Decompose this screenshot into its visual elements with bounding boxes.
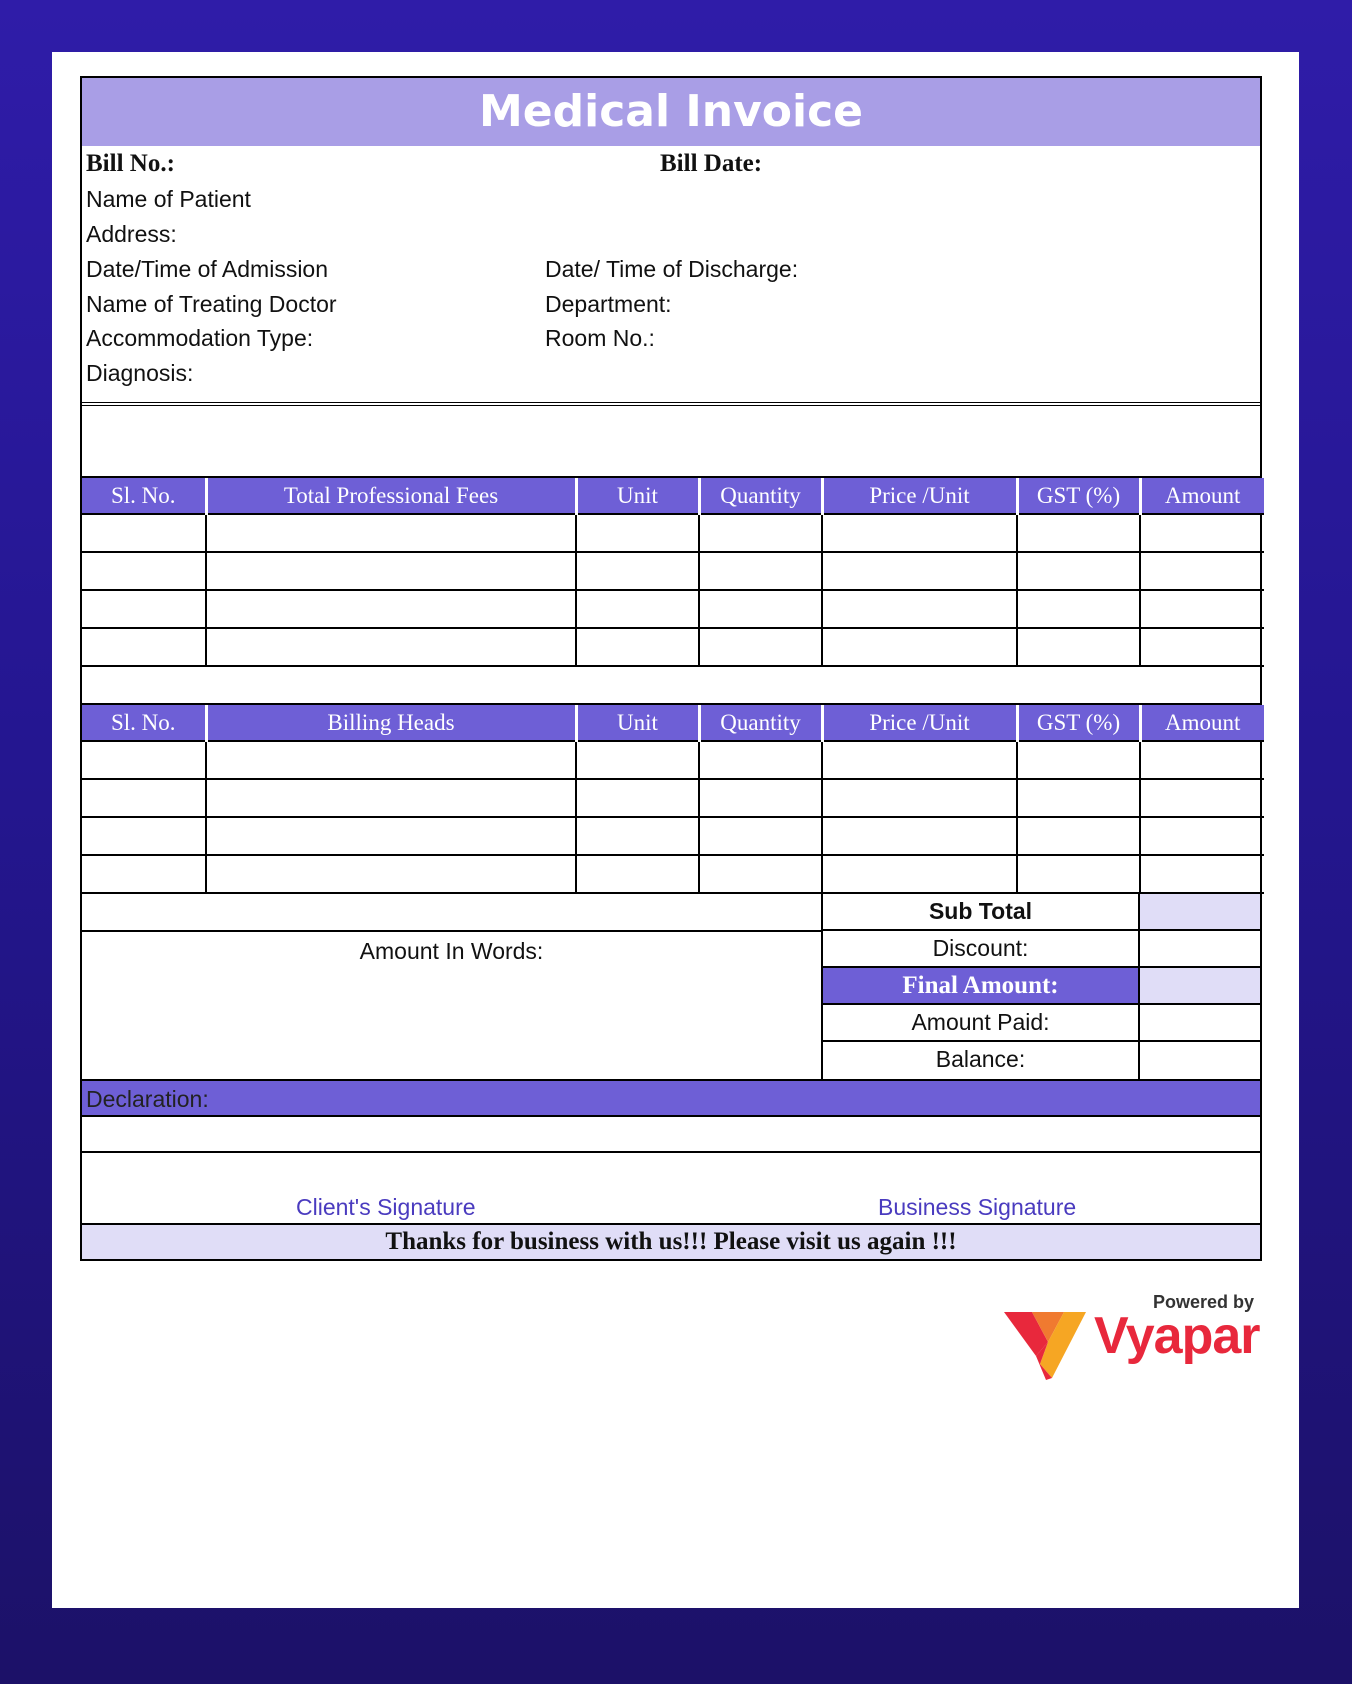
table-cell[interactable] (1017, 514, 1140, 552)
final-amount-value[interactable] (1140, 968, 1260, 1003)
discount-value[interactable] (1140, 931, 1260, 966)
billing-header-row (82, 705, 1264, 741)
client-signature-label: Client's Signature (296, 1194, 476, 1220)
totals-column (823, 894, 1260, 1079)
table-cell[interactable] (576, 817, 699, 855)
table-cell[interactable] (822, 590, 1017, 628)
table-cell[interactable] (1017, 855, 1140, 893)
table-cell[interactable] (206, 741, 576, 779)
fees-header-row (82, 478, 1264, 514)
col-header: Quantity (699, 705, 822, 741)
diagnosis-label: Diagnosis: (86, 360, 194, 386)
thanks-footer: Thanks for business with us!!! Please visit us again !!! (82, 1225, 1260, 1259)
table-cell[interactable] (822, 741, 1017, 779)
signature-row (82, 1153, 1260, 1225)
vyapar-logo (1002, 1292, 1272, 1382)
col-header: Sl. No. (82, 478, 206, 514)
sub-total-row (823, 894, 1260, 931)
amount-paid-value[interactable] (1140, 1005, 1260, 1040)
table-cell[interactable] (822, 628, 1017, 666)
table-cell[interactable] (699, 741, 822, 779)
balance-label: Balance: (823, 1042, 1140, 1079)
balance-value[interactable] (1140, 1042, 1260, 1079)
table-cell[interactable] (82, 817, 206, 855)
table-row (82, 817, 1264, 855)
table-row (82, 779, 1264, 817)
final-amount-row (823, 968, 1260, 1005)
col-header: Unit (576, 478, 699, 514)
amount-words-box (82, 894, 823, 1079)
address-label: Address: (86, 221, 177, 247)
table-cell[interactable] (699, 855, 822, 893)
table-row (82, 590, 1264, 628)
table-cell[interactable] (822, 779, 1017, 817)
amount-in-words-label: Amount In Words: (359, 938, 544, 964)
powered-by-label: Powered by (1152, 1292, 1254, 1312)
col-header: Total Professional Fees (206, 478, 576, 514)
table-cell[interactable] (699, 779, 822, 817)
col-header: Amount (1140, 705, 1264, 741)
table-cell[interactable] (206, 779, 576, 817)
col-header: Sl. No. (82, 705, 206, 741)
col-header: Price /Unit (822, 705, 1017, 741)
patient-info-section (82, 146, 1260, 406)
balance-row (823, 1042, 1260, 1079)
table-cell[interactable] (82, 514, 206, 552)
table-cell[interactable] (1017, 741, 1140, 779)
table-cell[interactable] (82, 855, 206, 893)
table-cell[interactable] (1017, 779, 1140, 817)
table-cell[interactable] (82, 628, 206, 666)
department-label: Department: (545, 291, 672, 317)
totals-section (82, 894, 1260, 1081)
table-cell[interactable] (1140, 628, 1264, 666)
col-header: Quantity (699, 478, 822, 514)
table-cell[interactable] (206, 817, 576, 855)
table-cell[interactable] (822, 855, 1017, 893)
table-cell[interactable] (82, 741, 206, 779)
table-cell[interactable] (1017, 628, 1140, 666)
table-row (82, 514, 1264, 552)
declaration-text-row[interactable] (82, 1117, 1260, 1153)
table-cell[interactable] (576, 855, 699, 893)
table-cell[interactable] (206, 628, 576, 666)
table-cell[interactable] (576, 514, 699, 552)
col-header: Billing Heads (206, 705, 576, 741)
table-cell[interactable] (822, 817, 1017, 855)
table-cell[interactable] (206, 590, 576, 628)
table-cell[interactable] (699, 514, 822, 552)
brand-name: Vyapar (1094, 1307, 1260, 1365)
col-header: GST (%) (1017, 478, 1140, 514)
table-cell[interactable] (82, 590, 206, 628)
table-cell[interactable] (1140, 552, 1264, 590)
table-cell[interactable] (822, 514, 1017, 552)
doctor-label: Name of Treating Doctor (86, 291, 337, 317)
table-cell[interactable] (576, 628, 699, 666)
patient-name-label: Name of Patient (86, 186, 251, 212)
table-row (82, 855, 1264, 893)
table-cell[interactable] (822, 552, 1017, 590)
invoice-sheet (52, 52, 1299, 1608)
table-cell[interactable] (699, 552, 822, 590)
sub-total-value[interactable] (1140, 894, 1260, 929)
final-amount-label: Final Amount: (823, 968, 1140, 1003)
table-cell[interactable] (1017, 552, 1140, 590)
table-cell[interactable] (1140, 514, 1264, 552)
medical-invoice (80, 76, 1262, 1261)
blank-row (82, 406, 1260, 478)
col-header: Price /Unit (822, 478, 1017, 514)
table-cell[interactable] (1140, 741, 1264, 779)
table-spacer (82, 667, 1260, 705)
col-header: Unit (576, 705, 699, 741)
col-header: Amount (1140, 478, 1264, 514)
professional-fees-table (82, 478, 1264, 667)
declaration-label: Declaration: (82, 1081, 1260, 1117)
table-cell[interactable] (576, 552, 699, 590)
admission-label: Date/Time of Admission (86, 256, 329, 282)
table-cell[interactable] (1140, 817, 1264, 855)
table-row (82, 552, 1264, 590)
col-header: GST (%) (1017, 705, 1140, 741)
table-cell[interactable] (699, 590, 822, 628)
table-cell[interactable] (82, 552, 206, 590)
amount-words-spacer (82, 894, 821, 932)
bill-no-label: Bill No.: (86, 150, 175, 177)
business-signature-label: Business Signature (878, 1194, 1077, 1220)
table-cell[interactable] (699, 817, 822, 855)
table-row (82, 628, 1264, 666)
table-cell[interactable] (576, 741, 699, 779)
billing-heads-table (82, 705, 1264, 894)
table-cell[interactable] (576, 590, 699, 628)
discharge-label: Date/ Time of Discharge: (545, 256, 799, 282)
table-cell[interactable] (1017, 590, 1140, 628)
room-label: Room No.: (545, 325, 655, 351)
table-cell[interactable] (206, 552, 576, 590)
table-row (82, 741, 1264, 779)
vyapar-mark-icon (1002, 1298, 1092, 1388)
table-cell[interactable] (1140, 779, 1264, 817)
discount-label: Discount: (823, 931, 1140, 966)
accommodation-label: Accommodation Type: (86, 325, 314, 351)
table-cell[interactable] (206, 855, 576, 893)
table-cell[interactable] (82, 779, 206, 817)
discount-row (823, 931, 1260, 968)
table-cell[interactable] (576, 779, 699, 817)
table-cell[interactable] (1017, 817, 1140, 855)
amount-paid-row (823, 1005, 1260, 1042)
table-cell[interactable] (1140, 590, 1264, 628)
bill-date-label: Bill Date: (660, 150, 763, 177)
amount-paid-label: Amount Paid: (823, 1005, 1140, 1040)
table-cell[interactable] (1140, 855, 1264, 893)
sub-total-label: Sub Total (823, 894, 1140, 929)
table-cell[interactable] (206, 514, 576, 552)
invoice-title: Medical Invoice (82, 78, 1260, 146)
table-cell[interactable] (699, 628, 822, 666)
